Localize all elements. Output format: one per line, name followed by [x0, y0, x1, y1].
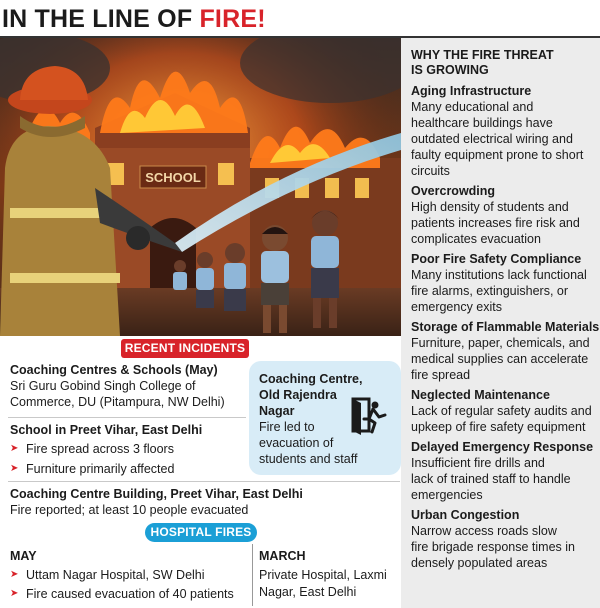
month-heading: MARCH — [259, 549, 306, 563]
why-item-heading: Poor Fire Safety Compliance — [411, 252, 582, 266]
why-item-text: Insufficient fire drills and lack of trained staff to handle emergencies — [411, 456, 571, 502]
incident-text: Private Hospital, Laxmi Nagar, East Delhi — [259, 568, 387, 599]
why-item-heading: Urban Congestion — [411, 508, 520, 522]
why-item-text: Many institutions lack functional fire alarms, extinguishers, or emergency exits — [411, 268, 587, 314]
recent-incidents-badge: RECENT INCIDENTS — [121, 339, 249, 358]
why-item-neglected-maintenance — [411, 387, 600, 435]
incident-heading: Coaching Centre Building, Preet Vihar, East Delhi — [10, 487, 303, 501]
incident-school-preet-vihar — [10, 422, 245, 481]
why-item-text: High density of students and patients increases fire risk and complicates evacuation — [411, 200, 580, 246]
why-item-flammable-materials — [411, 319, 600, 383]
list-item — [10, 586, 250, 603]
incident-heading: Coaching Centre, Old Rajendra Nagar — [259, 372, 363, 418]
arrow-bullet-icon: ➤ — [10, 443, 19, 454]
title-main: IN THE LINE OF — [2, 5, 200, 33]
header-bar — [0, 0, 600, 38]
school-fire-scene — [0, 38, 401, 336]
why-item-heading: Overcrowding — [411, 184, 496, 198]
fire-illustration — [0, 38, 401, 336]
bullet-text: Fire spread across 3 floors — [26, 442, 174, 456]
why-item-heading: Delayed Emergency Response — [411, 440, 594, 454]
bullet-text: Fire caused evacuation of 40 patients — [26, 587, 234, 601]
list-item — [10, 461, 245, 477]
incident-heading: School in Preet Vihar, East Delhi — [10, 423, 203, 437]
why-item-heading: Neglected Maintenance — [411, 388, 550, 402]
school-sign: SCHOOL — [145, 170, 201, 185]
why-item-urban-congestion — [411, 507, 600, 571]
list-item — [10, 441, 245, 457]
why-item-text: Many educational and healthcare buildings have outdated electrical wiring and faulty equipment prone to short circuits — [411, 100, 584, 178]
arrow-bullet-icon: ➤ — [10, 463, 19, 474]
why-item-heading: Storage of Flammable Materials — [411, 320, 600, 334]
column-divider — [252, 544, 253, 606]
why-item-aging-infrastructure — [411, 83, 600, 179]
month-heading: MAY — [10, 549, 37, 563]
incident-coaching-centres-schools — [10, 362, 245, 410]
bullet-text: Furniture primarily affected — [26, 462, 175, 476]
incident-text: Fire reported; at least 10 people evacuated — [10, 503, 249, 517]
why-fire-threat-panel — [401, 38, 600, 608]
why-item-heading: Aging Infrastructure — [411, 84, 532, 98]
hospital-fires-may — [10, 548, 250, 607]
why-item-overcrowding — [411, 183, 600, 247]
why-panel-title: WHY THE FIRE THREAT IS GROWING — [411, 48, 554, 77]
list-item — [10, 567, 250, 584]
incident-text: Sri Guru Gobind Singh College of Commerce, DU (Pitampura, NW Delhi) — [10, 379, 225, 409]
why-item-poor-fire-safety-compliance — [411, 251, 600, 315]
page-title — [2, 4, 266, 34]
why-item-text: Narrow access roads slow fire brigade response times in densely populated areas — [411, 524, 575, 570]
arrow-bullet-icon: ➤ — [10, 569, 19, 580]
divider — [8, 481, 400, 482]
why-item-text: Lack of regular safety audits and upkeep of fire safety equipment — [411, 404, 592, 434]
incident-heading: Coaching Centres & Schools (May) — [10, 363, 218, 377]
divider — [8, 417, 246, 418]
incident-text: Fire led to evacuation of students and staff — [259, 420, 358, 466]
hospital-fires-march — [259, 548, 399, 601]
why-item-delayed-emergency-response — [411, 439, 600, 503]
emergency-exit-icon — [347, 395, 387, 435]
title-accent: FIRE! — [199, 5, 266, 33]
incident-card-old-rajendra-nagar — [249, 361, 401, 475]
arrow-bullet-icon: ➤ — [10, 588, 19, 599]
why-item-text: Furniture, paper, chemicals, and medical supplies can accelerate fire spread — [411, 336, 590, 382]
hospital-fires-badge: HOSPITAL FIRES — [145, 523, 257, 542]
bullet-text: Uttam Nagar Hospital, SW Delhi — [26, 568, 205, 582]
incident-coaching-centre-building — [10, 486, 400, 518]
